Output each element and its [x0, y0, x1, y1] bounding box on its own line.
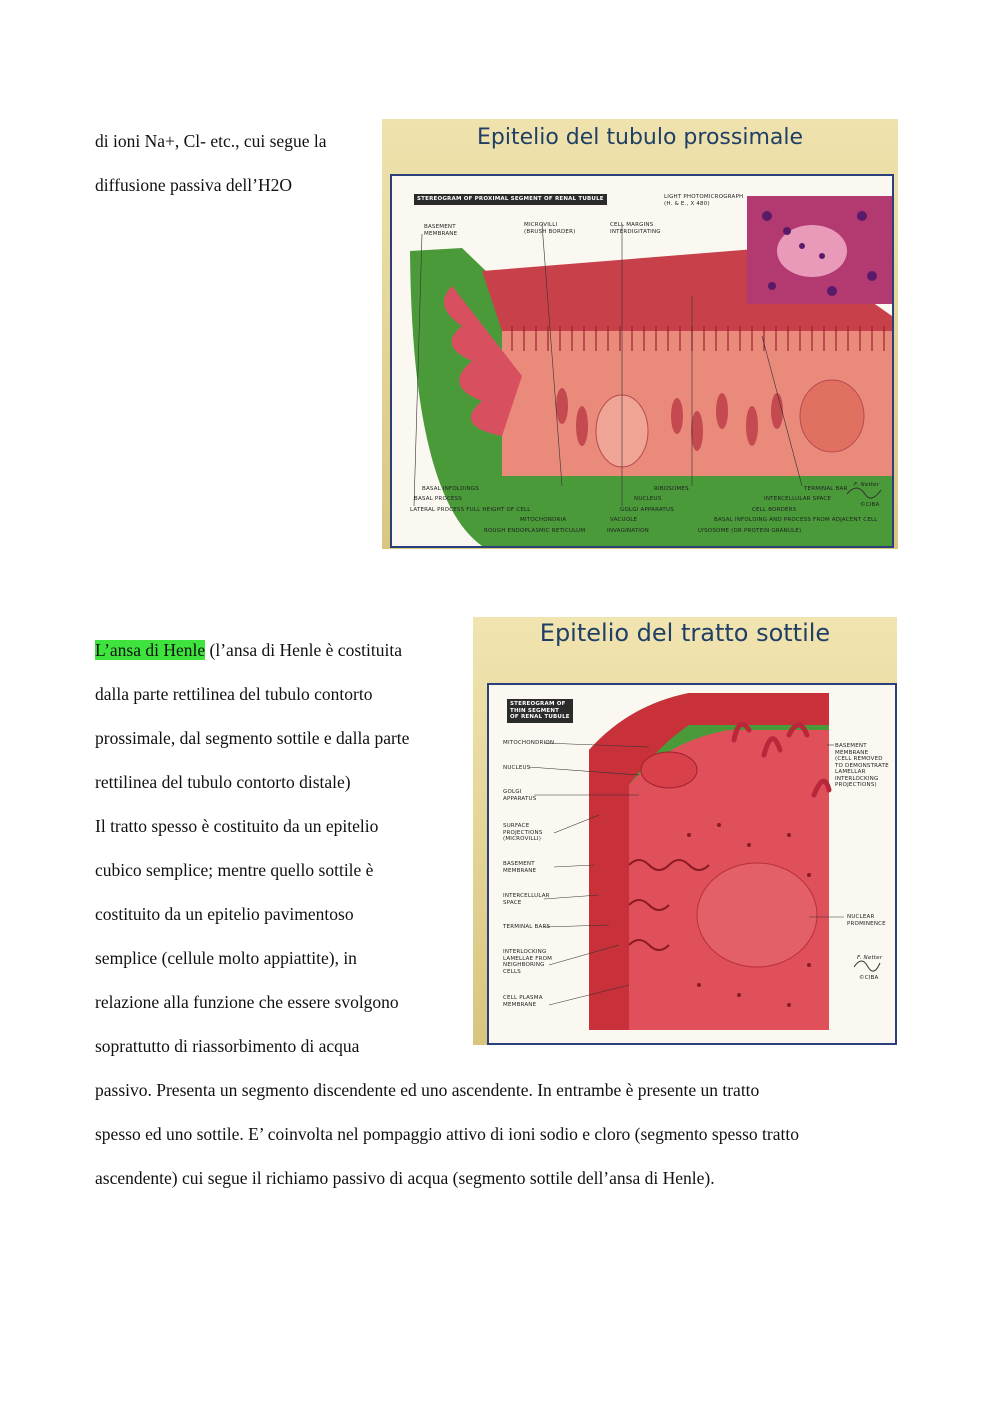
- intercellular-space-label: INTERCELLULAR SPACE: [764, 496, 832, 502]
- text-line: relazione alla funzione che essere svolgono: [95, 992, 399, 1012]
- figure-illustration: [487, 683, 897, 1045]
- basement-membrane-left-label: BASEMENT MEMBRANE: [503, 861, 537, 874]
- netter-signature: F. Netter: [854, 482, 880, 488]
- microvilli-label: MICROVILLI (BRUSH BORDER): [524, 222, 576, 235]
- terminal-bar-label: TERMINAL BAR: [804, 486, 848, 492]
- basal-process-label: BASAL PROCESS: [414, 496, 463, 502]
- lysosome-label: LYSOSOME (OR PROTEIN GRANULE): [698, 528, 802, 534]
- mitochondria-label: MITOCHONDRIA: [520, 517, 567, 523]
- golgi-label: GOLGI APPARATUS: [503, 789, 537, 802]
- ciba-label: ©CIBA: [860, 502, 880, 508]
- text-line: [95, 628, 402, 672]
- text-line: Il tratto spesso è costituito da un epitelio: [95, 816, 379, 836]
- text-line: ascendente) cui segue il richiamo passivo di acqua (segmento sottile dell’ansa di Henle).: [95, 1168, 715, 1188]
- surface-projections-label: SURFACE PROJECTIONS (MICROVILLI): [503, 823, 543, 842]
- figure-illustration: [390, 174, 894, 548]
- nucleus-label: NUCLEUS: [634, 496, 662, 502]
- figure-title: Epitelio del tubulo prossimale: [476, 125, 804, 150]
- rough-er-label: ROUGH ENDOPLASMIC RETICULUM: [484, 528, 586, 534]
- light-photomicrograph-label: LIGHT PHOTOMICROGRAPH (H. & E., X 480): [664, 194, 744, 207]
- ciba-label: ©CIBA: [859, 975, 879, 981]
- interlocking-lamellae-label: INTERLOCKING LAMELLAE FROM NEIGHBORING CELLS: [503, 949, 553, 975]
- text-line: di ioni Na+, Cl- etc., cui segue la: [95, 131, 327, 151]
- vacuole-label: VACUOLE: [610, 517, 638, 523]
- thin-segment-drawing: [489, 685, 895, 1043]
- cell-margins-label: CELL MARGINS INTERDIGITATING: [610, 222, 661, 235]
- basal-infoldings-label: BASAL INFOLDINGS: [422, 486, 479, 492]
- mitochondrion-label: MITOCHONDRION: [503, 740, 555, 746]
- text-line: rettilinea del tubulo contorto distale): [95, 772, 351, 792]
- terminal-bars-label: TERMINAL BARS: [503, 924, 551, 930]
- text-line: cubico semplice; mentre quello sottile è: [95, 860, 374, 880]
- basement-membrane-label: BASEMENT MEMBRANE: [424, 224, 458, 237]
- stereogram-label: STEREOGRAM OF PROXIMAL SEGMENT OF RENAL TUBULE: [414, 194, 607, 205]
- figure-title: Epitelio del tratto sottile: [539, 619, 831, 647]
- figure-thin-segment: [473, 617, 897, 1045]
- golgi-label: GOLGI APPARATUS: [620, 507, 674, 513]
- text-fragment: (l’ansa di Henle è costituita: [205, 640, 402, 660]
- nucleus-label: NUCLEUS: [503, 765, 531, 771]
- lateral-process-label: LATERAL PROCESS FULL HEIGHT OF CELL: [410, 507, 531, 513]
- text-line: semplice (cellule molto appiattite), in: [95, 948, 357, 968]
- text-line: passivo. Presenta un segmento discendente ed uno ascendente. In entrambe è presente un tratto: [95, 1080, 760, 1100]
- nuclear-prominence-label: NUCLEAR PROMINENCE: [847, 914, 886, 927]
- text-line: costituito da un epitelio pavimentoso: [95, 904, 354, 924]
- netter-signature: F. Netter: [857, 955, 883, 961]
- cell-plasma-membrane-label: CELL PLASMA MEMBRANE: [503, 995, 543, 1008]
- text-line: spesso ed uno sottile. E’ coinvolta nel pompaggio attivo di ioni sodio e cloro (segmento spesso tratto: [95, 1124, 799, 1144]
- highlighted-term: L’ansa di Henle: [95, 640, 206, 660]
- text-line: diffusione passiva dell’H2O: [95, 175, 293, 195]
- figure-proximal-tubule: [382, 119, 898, 549]
- ribosomes-label: RIBOSOMES: [654, 486, 689, 492]
- basal-infolding-adjacent-label: BASAL INFOLDING AND PROCESS FROM ADJACENT CELL: [714, 517, 878, 523]
- invagination-label: INVAGINATION: [607, 528, 649, 534]
- text-line: prossimale, dal segmento sottile e dalla parte: [95, 728, 410, 748]
- text-line: dalla parte rettilinea del tubulo contorto: [95, 684, 373, 704]
- intercellular-space-label: INTERCELLULAR SPACE: [503, 893, 550, 906]
- basement-membrane-right-label: BASEMENT MEMBRANE (CELL REMOVED TO DEMONSTRATE LAMELLAR INTERLOCKING PROJECTIONS): [835, 743, 889, 788]
- cell-borders-label: CELL BORDERS: [752, 507, 797, 513]
- text-line: soprattutto di riassorbimento di acqua: [95, 1036, 360, 1056]
- stereogram-label: STEREOGRAM OF THIN SEGMENT OF RENAL TUBULE: [507, 699, 573, 723]
